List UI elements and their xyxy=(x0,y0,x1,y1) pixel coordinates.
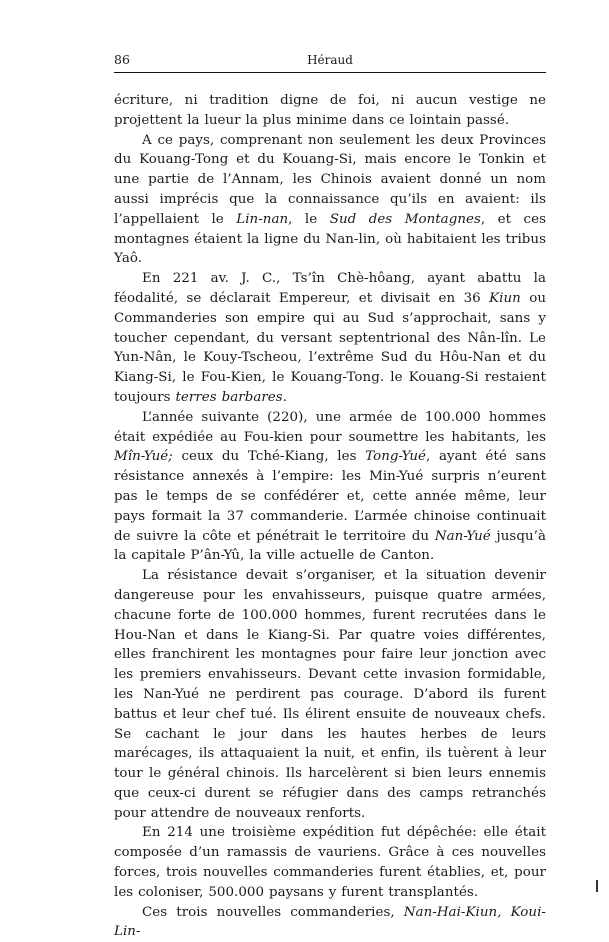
italic-text: Tong-Yué xyxy=(365,449,426,465)
text-segment: ceux du Tché-Kiang, les xyxy=(172,449,366,465)
paragraph xyxy=(114,269,546,408)
text-segment: écriture, ni tradition digne de foi, ni aucun vestige ne projettent la lueur la plus minime dans ce lointain passé. xyxy=(114,93,546,128)
italic-text: Mîn-Yué; xyxy=(114,449,173,465)
text-segment: A ce pays, comprenant non seulement les deux Provinces du Kouang-Tong et du Kouang-Si, mais encore le Tonkin et une partie de l’Annam, les Chinois avaient donné un nom aussi imprécis que la connaissance qu’ils en avaient: ils l’appellaient le xyxy=(114,132,546,227)
text-segment: , ayant été sans résistance annexés à l’empire: les Min-Yué surpris n’eurent pas le temps de se confédérer et, cette année même, leur pays formait la 37 commanderie. L’armée chinoise continuait de suivre la côte et pénétrait le territoire du xyxy=(114,449,546,544)
text-segment: Ces trois nouvelles commanderies, xyxy=(142,904,404,920)
paragraph xyxy=(114,566,546,823)
italic-text: Kiun xyxy=(489,290,521,306)
scan-edge-mark xyxy=(596,880,598,892)
italic-text: Nan-Hai-Kiun, Koui-Lin- xyxy=(114,904,546,940)
text-segment: En 221 av. J. C., Ts’în Chè-hôang, ayant abattu la féodalité, se déclarait Empereur, et divisait en 36 xyxy=(114,271,546,306)
paragraph xyxy=(114,903,546,942)
text-segment: ou Commanderies son empire qui au Sud s’approchait, sans y toucher cependant, du versant septentrional des Nân-lîn. Le Yun-Nân, le Kouy-Tscheou, l’extrême Sud du Hôu-Nan et du Kiang-Si, le Fou-Kien, le Kouang-Tong. le Kouang-Si restaient toujours xyxy=(114,290,546,405)
italic-text: terres barbares xyxy=(175,389,283,405)
paragraph xyxy=(114,823,546,902)
page-number: 86 xyxy=(114,52,130,67)
text-segment: . xyxy=(282,389,288,405)
italic-text: Nan-Yué xyxy=(434,528,491,544)
text-segment: En 214 une troisième expédition fut dépêchée: elle était composée d’un ramassis de vauriens. Grâce à ces nouvelles forces, trois nouvelles commanderies furent établies, et, pour les coloniser, 500.000 paysans y furent transplantés. xyxy=(114,825,546,900)
paragraph xyxy=(114,91,546,131)
italic-text: Sud des Montagnes xyxy=(329,211,481,227)
text-segment: , et ces montagnes étaient la ligne du Nan-lin, où habitaient les tribus Yaô. xyxy=(114,211,546,267)
header-rule xyxy=(114,72,546,73)
running-title: Héraud xyxy=(307,53,353,67)
italic-text: Lin-nan xyxy=(236,211,289,227)
text-segment: jusqu’à la capitale P’ân-Yû, la ville actuelle de Canton. xyxy=(114,528,546,564)
text-segment: L’année suivante (220), une armée de 100.000 hommes était expédiée au Fou-kien pour soumettre les habitants, les xyxy=(114,409,546,445)
paragraph xyxy=(114,408,546,566)
text-segment: La résistance devait s’organiser, et la situation devenir dangereuse pour les envahisseurs, puisque quatre armées, chacune forte de 100.000 hommes, furent recrutées dans le Hou-Nan et dans le Kiang-Si. Par quatre voies différentes, elles franchirent les montagnes pour faire leur jonction avec les premiers envahisseurs. Devant cette invasion formidable, les Nan-Yué ne perdirent pas courage. D’abord ils furent battus et leur chef tué. Ils élirent ensuite de nouveaux chefs. Se cachant le jour dans les hautes herbes de leurs marécages, ils attaquaient la nuit, et enfin, ils tuèrent à leur tour le général chinois. Ils harcelèrent si bien leurs ennemis que ceux-ci durent se réfugier dans des camps retranchés pour attendre de nouveaux renforts. xyxy=(114,568,546,821)
text-segment: , le xyxy=(288,211,330,227)
paragraph xyxy=(114,131,546,270)
body-text xyxy=(114,91,546,942)
